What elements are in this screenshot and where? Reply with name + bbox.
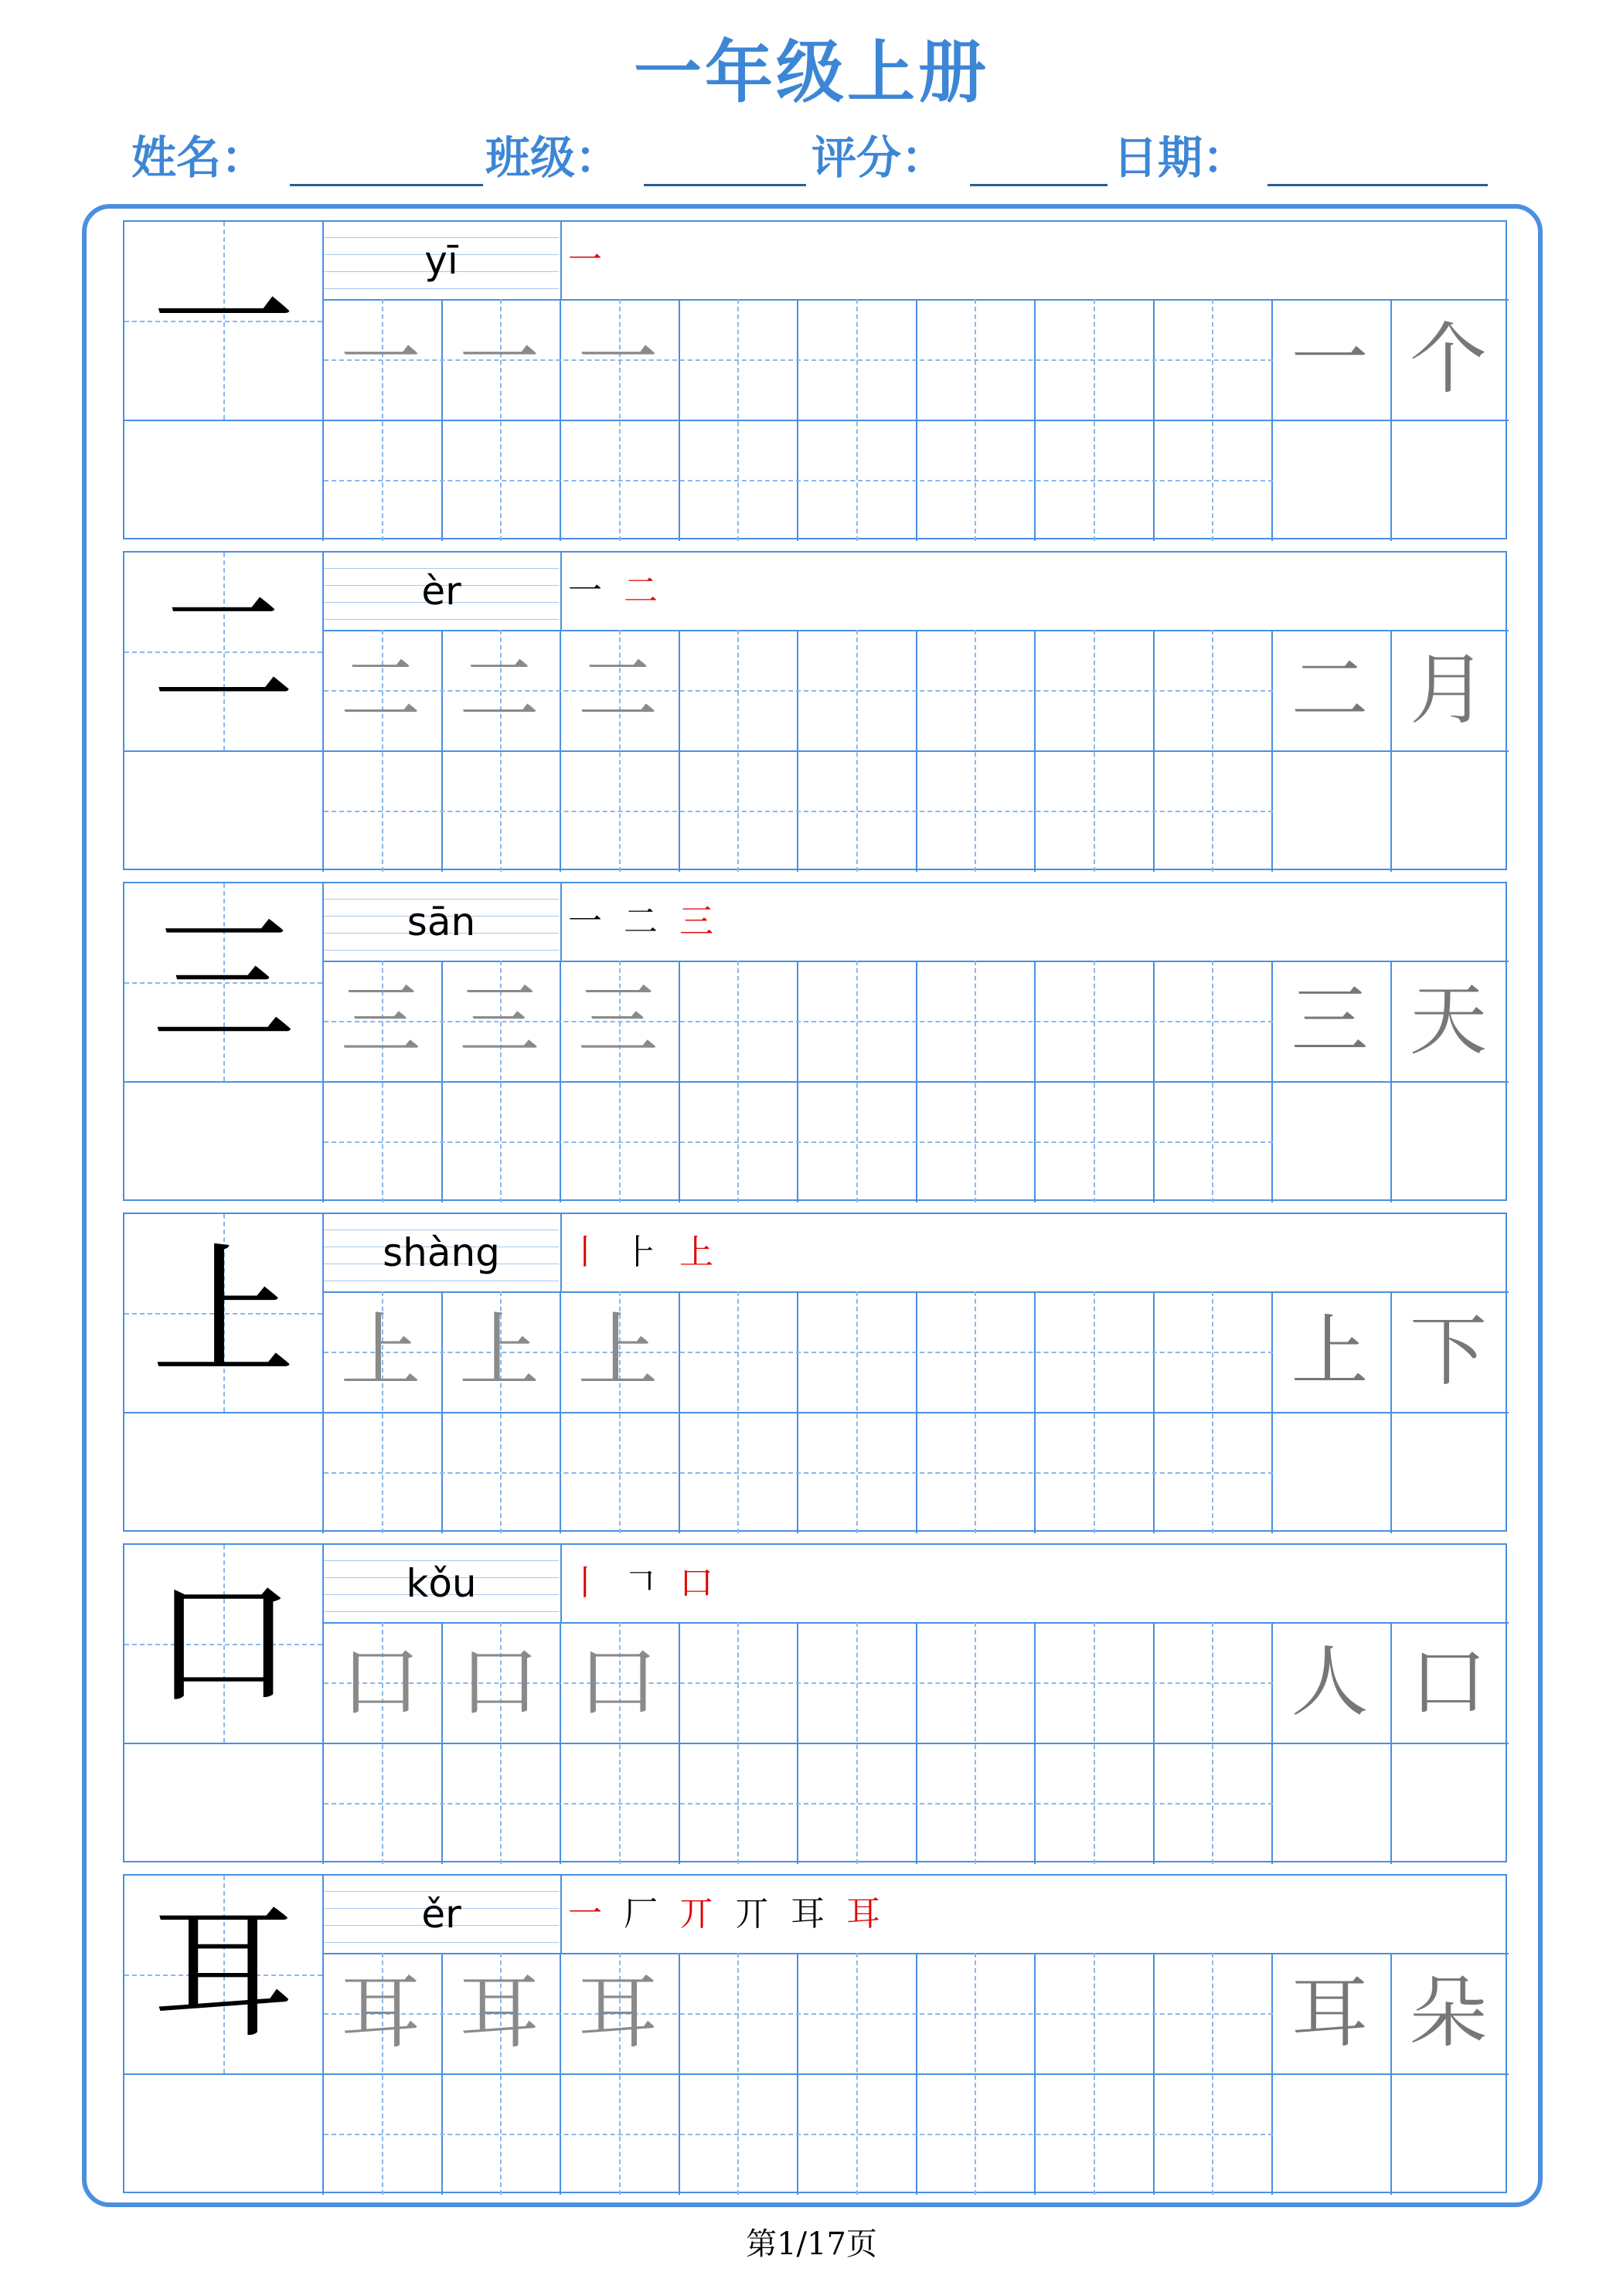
practice-cell[interactable] (444, 1415, 557, 1530)
trace-character: 一 (458, 311, 539, 406)
practice-cell[interactable] (1037, 1084, 1150, 1199)
divider (1153, 299, 1155, 541)
stroke-step: 三 (679, 902, 713, 941)
practice-cell[interactable] (563, 2077, 675, 2192)
example-word-character: 耳 (1291, 1968, 1369, 2058)
divider (797, 1953, 798, 2195)
stroke-step: 丌 (679, 1894, 713, 1934)
divider (124, 1412, 1509, 1413)
example-word-character: 月 (1410, 645, 1487, 735)
stroke-step: 丨 (568, 1233, 602, 1272)
divider (1153, 630, 1155, 872)
score-label: 评分： (812, 131, 947, 184)
stroke-order (568, 223, 624, 298)
pinyin-label: èr (421, 569, 461, 614)
practice-cell[interactable] (1156, 1084, 1269, 1199)
pinyin-label: sān (407, 900, 476, 944)
divider (1153, 1291, 1155, 1533)
practice-cell[interactable] (1037, 423, 1150, 538)
divider (916, 1291, 917, 1533)
stroke-order (568, 1546, 735, 1621)
divider (1034, 1622, 1036, 1864)
trace-character: 一 (340, 311, 421, 406)
divider (679, 961, 680, 1202)
practice-cell[interactable] (682, 1084, 794, 1199)
example-word-character: 天 (1410, 975, 1487, 1066)
trace-character: 二 (340, 642, 421, 736)
stroke-step: 二 (624, 571, 658, 611)
divider (679, 299, 680, 541)
divider (560, 883, 562, 961)
character-block (123, 551, 1507, 870)
trace-character: 三 (340, 973, 421, 1067)
divider (1034, 961, 1036, 1202)
practice-cell[interactable] (563, 1084, 675, 1199)
divider (679, 630, 680, 872)
practice-cell[interactable] (1393, 1746, 1506, 1861)
practice-cell[interactable] (1393, 1415, 1506, 1530)
practice-cell[interactable] (325, 2077, 438, 2192)
example-word-character: 一 (1291, 314, 1369, 404)
example-word-character: 二 (1291, 645, 1369, 735)
practice-cell[interactable] (325, 753, 438, 869)
example-word-character: 朵 (1410, 1968, 1487, 2058)
example-word-character: 人 (1291, 1637, 1369, 1727)
practice-cell[interactable] (325, 1746, 438, 1861)
divider (916, 299, 917, 541)
practice-cell[interactable] (1274, 2077, 1387, 2192)
divider (679, 1291, 680, 1533)
stroke-step: 一 (568, 1894, 602, 1934)
practice-cell[interactable] (444, 423, 557, 538)
practice-cell[interactable] (1156, 423, 1269, 538)
practice-cell[interactable] (800, 1084, 913, 1199)
name-label: 姓名： (131, 131, 267, 184)
stroke-step: 一 (568, 902, 602, 941)
trace-character: 上 (340, 1304, 421, 1398)
character-block (123, 1543, 1507, 1862)
stroke-step: 二 (624, 902, 658, 941)
trace-character: 耳 (340, 1965, 421, 2060)
trace-character: 口 (577, 1634, 658, 1729)
divider (916, 1953, 917, 2195)
practice-cell[interactable] (682, 423, 794, 538)
practice-cell[interactable] (682, 1746, 794, 1861)
model-character: 口 (151, 1560, 295, 1727)
practice-cell[interactable] (444, 753, 557, 869)
divider (797, 299, 798, 541)
stroke-order (568, 554, 679, 628)
divider (124, 1081, 1509, 1083)
example-word-character: 口 (1410, 1637, 1487, 1727)
practice-cell[interactable] (1037, 753, 1150, 869)
trace-character: 口 (340, 1634, 421, 1729)
pinyin-label: shàng (383, 1230, 500, 1275)
stroke-step: ⺊ (624, 1233, 658, 1272)
practice-cell[interactable] (919, 2077, 1032, 2192)
trace-character: 上 (458, 1304, 539, 1398)
pinyin-label: ěr (421, 1892, 461, 1937)
stroke-step: 口 (679, 1563, 713, 1603)
model-character: 一 (151, 236, 295, 404)
stroke-order (568, 885, 735, 959)
practice-cell[interactable] (444, 1084, 557, 1199)
class-blank[interactable] (644, 184, 806, 186)
practice-cell[interactable] (444, 2077, 557, 2192)
example-word-character: 个 (1410, 314, 1487, 404)
practice-cell[interactable] (1274, 1746, 1387, 1861)
trace-character: 二 (577, 642, 658, 736)
trace-character: 口 (458, 1634, 539, 1729)
divider (560, 222, 562, 299)
divider (797, 1291, 798, 1533)
page-number: 第1/17页 (746, 2226, 877, 2262)
example-word-character: 三 (1291, 975, 1369, 1066)
practice-cell[interactable] (919, 1415, 1032, 1530)
practice-cell[interactable] (682, 753, 794, 869)
divider (1034, 299, 1036, 541)
practice-cell[interactable] (1037, 1746, 1150, 1861)
divider (916, 630, 917, 872)
practice-cell[interactable] (1274, 1084, 1387, 1199)
practice-cell[interactable] (919, 423, 1032, 538)
practice-cell[interactable] (325, 1415, 438, 1530)
divider (560, 1214, 562, 1291)
character-block (123, 1874, 1507, 2193)
divider (679, 1953, 680, 2195)
divider (1153, 1953, 1155, 2195)
example-word-character: 下 (1410, 1306, 1487, 1396)
practice-cell[interactable] (563, 1415, 675, 1530)
divider (124, 750, 1509, 752)
practice-cell[interactable] (563, 753, 675, 869)
practice-cell[interactable] (682, 2077, 794, 2192)
divider (797, 961, 798, 1202)
divider (124, 1743, 1509, 1744)
practice-cell[interactable] (1274, 753, 1387, 869)
trace-character: 三 (577, 973, 658, 1067)
example-word-character: 上 (1291, 1306, 1369, 1396)
stroke-step: 厂 (624, 1894, 658, 1934)
score-blank[interactable] (970, 184, 1108, 186)
divider (1034, 1291, 1036, 1533)
divider (1153, 961, 1155, 1202)
trace-character: 一 (577, 311, 658, 406)
practice-cell[interactable] (563, 1746, 675, 1861)
divider (797, 630, 798, 872)
practice-cell[interactable] (1156, 1415, 1269, 1530)
class-label: 班级： (485, 131, 621, 184)
practice-cell[interactable] (563, 423, 675, 538)
trace-character: 耳 (458, 1965, 539, 2060)
date-label: 日期： (1113, 131, 1248, 184)
practice-cell[interactable] (325, 423, 438, 538)
practice-cell[interactable] (800, 1746, 913, 1861)
divider (1034, 1953, 1036, 2195)
model-character: 耳 (151, 1890, 295, 2058)
stroke-step: 丌 (735, 1894, 769, 1934)
practice-cell[interactable] (1274, 1415, 1387, 1530)
practice-cell[interactable] (800, 1415, 913, 1530)
stroke-step: 𠃍 (624, 1563, 658, 1603)
page-title: 一年级上册 (633, 32, 989, 112)
practice-cell[interactable] (1393, 423, 1506, 538)
practice-cell[interactable] (682, 1415, 794, 1530)
divider (916, 961, 917, 1202)
practice-cell[interactable] (325, 1084, 438, 1199)
practice-cell[interactable] (919, 1746, 1032, 1861)
divider (124, 420, 1509, 421)
trace-character: 三 (458, 973, 539, 1067)
stroke-step: 丨 (568, 1563, 602, 1603)
trace-character: 上 (577, 1304, 658, 1398)
pinyin-label: yī (424, 238, 458, 283)
character-block (123, 1213, 1507, 1532)
practice-cell[interactable] (800, 2077, 913, 2192)
model-character: 上 (151, 1229, 295, 1396)
trace-character: 耳 (577, 1965, 658, 2060)
practice-cell[interactable] (800, 423, 913, 538)
model-character: 二 (151, 567, 295, 735)
practice-cell[interactable] (1274, 423, 1387, 538)
stroke-order (568, 1216, 735, 1290)
practice-cell[interactable] (1393, 1084, 1506, 1199)
divider (124, 2073, 1509, 2075)
divider (916, 1622, 917, 1864)
name-blank[interactable] (290, 184, 483, 186)
practice-cell[interactable] (919, 1084, 1032, 1199)
practice-cell[interactable] (1393, 753, 1506, 869)
divider (1034, 630, 1036, 872)
model-character: 三 (151, 898, 295, 1066)
practice-cell[interactable] (919, 753, 1032, 869)
stroke-step: 耳 (791, 1894, 825, 1934)
stroke-step: 耳 (846, 1894, 880, 1934)
practice-cell[interactable] (1156, 2077, 1269, 2192)
divider (560, 553, 562, 630)
trace-character: 二 (458, 642, 539, 736)
practice-cell[interactable] (1037, 2077, 1150, 2192)
divider (560, 1876, 562, 1953)
character-block (123, 882, 1507, 1201)
divider (560, 1545, 562, 1622)
divider (797, 1622, 798, 1864)
practice-cell[interactable] (800, 753, 913, 869)
practice-cell[interactable] (1156, 1746, 1269, 1861)
practice-cell[interactable] (1037, 1415, 1150, 1530)
stroke-order (568, 1877, 902, 1951)
divider (679, 1622, 680, 1864)
practice-cell[interactable] (1393, 2077, 1506, 2192)
date-blank[interactable] (1267, 184, 1488, 186)
practice-cell[interactable] (444, 1746, 557, 1861)
practice-cell[interactable] (1156, 753, 1269, 869)
stroke-step: 一 (568, 240, 602, 280)
stroke-step: 上 (679, 1233, 713, 1272)
stroke-step: 一 (568, 571, 602, 611)
pinyin-label: kǒu (406, 1561, 477, 1606)
divider (1153, 1622, 1155, 1864)
character-block (123, 220, 1507, 539)
